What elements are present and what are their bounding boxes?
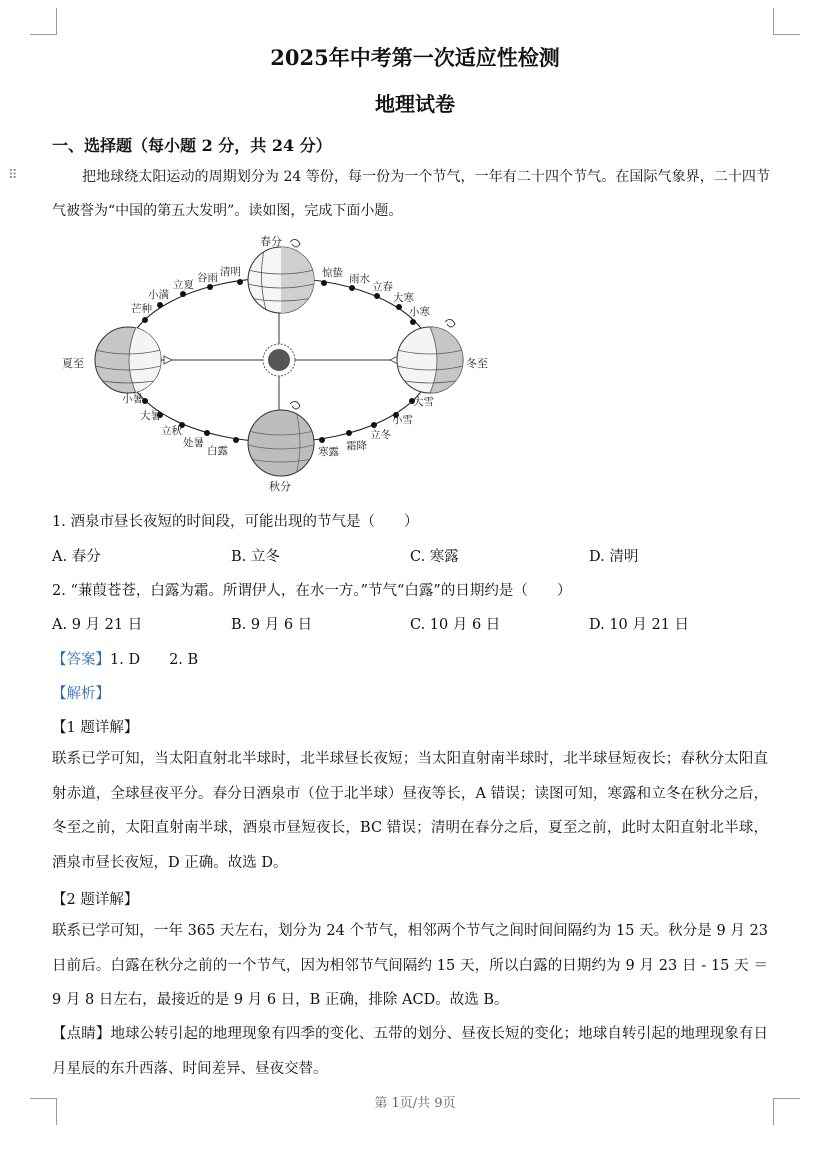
label-chushu: 处暑 [183, 437, 204, 449]
label-xiaohan: 小寒 [409, 306, 430, 318]
label-xiaoman: 小满 [148, 289, 169, 301]
analysis-tag: 【解析】 [52, 686, 110, 702]
label-lixia: 立夏 [173, 279, 194, 291]
q1-option-b[interactable]: B. 立冬 [231, 549, 280, 565]
q2-option-d[interactable]: D. 10 月 21 日 [589, 617, 690, 633]
tip-tag: 【点睛】 [52, 1026, 111, 1042]
label-xiaoshu: 小暑 [122, 393, 143, 405]
globe-spring [248, 239, 314, 313]
section-heading: 一、选择题（每小题 2 分，共 24 分） [52, 136, 332, 155]
globe-autumn [248, 401, 314, 476]
crop-mark-top-right [773, 8, 800, 35]
globe-summer [95, 327, 161, 393]
label-jingzhe: 惊蛰 [322, 267, 343, 279]
label-dashu: 大暑 [140, 410, 161, 422]
label-summer: 夏至 [62, 357, 84, 370]
q1-option-c[interactable]: C. 寒露 [410, 549, 459, 565]
answer-line [52, 648, 198, 669]
question-2-stem: 2. “蒹葭苍苍，白露为霜。所谓伊人，在水一方。”节气“白露”的日期约是（ ） [52, 583, 572, 599]
label-hanlu: 寒露 [318, 446, 339, 458]
solar-terms-diagram [52, 228, 502, 498]
q1-option-d[interactable]: D. 清明 [589, 549, 639, 565]
page-footer: 第 1页/共 9页 [374, 1096, 456, 1111]
label-daxue: 大雪 [413, 396, 434, 408]
label-autumn: 秋分 [269, 480, 291, 493]
answer-tag: 【答案】 [52, 652, 110, 668]
label-shuangjiang: 霜降 [346, 440, 367, 452]
tip-text: 地球公转引起的地理现象有四季的变化、五带的划分、昼夜长短的变化；地球自转引起的地理现象有日月星辰的东升西落、时间差异、昼夜交替。 [52, 1026, 769, 1077]
detail-2-tag: 【2 题详解】 [52, 892, 139, 908]
exam-title: 2025年中考第一次适应性检测 [270, 45, 560, 70]
label-mangzhong: 芒种 [131, 303, 152, 315]
q2-option-c[interactable]: C. 10 月 6 日 [410, 617, 501, 633]
detail-1-tag: 【1 题详解】 [52, 720, 139, 736]
q2-option-a[interactable]: A. 9 月 21 日 [52, 617, 143, 633]
label-lidong: 立冬 [370, 429, 391, 441]
sun-icon [263, 344, 295, 376]
label-qingming: 清明 [220, 266, 241, 278]
q1-option-a[interactable]: A. 春分 [52, 549, 101, 565]
intro-paragraph: 把地球绕太阳运动的周期划分为 24 等份，每一份为一个节气，一年有二十四个节气。在国际气象界，二十四节气被誉为“中国的第五大发明”。读如图，完成下面小题。 [52, 169, 770, 219]
label-lichun: 立春 [372, 281, 393, 293]
label-guyu: 谷雨 [197, 272, 218, 284]
detail-2-text: 联系已学可知，一年 365 天左右，划分为 24 个节气，相邻两个节气之间时间间隔约为 15 天。秋分是 9 月 23 日前后。白露在秋分之前的一个节气，因为相邻节气间隔约 15 天，所以白露的日期约为 9 月 23 日 - 15 天 ＝9 月 8 日左右，最接近的是 9 月 6 日，B 正确，排除 ACD。故选 B。 [52, 923, 768, 1008]
detail-1-text: 联系已学可知，当太阳直射北半球时，北半球昼长夜短；当太阳直射南半球时，北半球昼短夜长；春秋分太阳直射赤道，全球昼夜平分。春分日酒泉市（位于北半球）昼夜等长，A 错误；读图可知，寒露和立冬在秋分之后，冬至之前，太阳直射南半球，酒泉市昼短夜长，BC 错误；清明在春分之后，夏至之前，此时太阳直射北半球，酒泉市昼长夜短，D 正确。故选 D。 [52, 751, 768, 871]
question-1-stem: 1. 酒泉市昼长夜短的时间段，可能出现的节气是（ ） [52, 514, 419, 530]
label-spring: 春分 [260, 235, 282, 248]
label-winter: 冬至 [466, 357, 488, 370]
q2-option-b[interactable]: B. 9 月 6 日 [231, 617, 313, 633]
drag-handle-icon[interactable]: ⠿ [8, 168, 17, 183]
answer-text: 1. D 2. B [110, 652, 199, 668]
globe-winter [397, 319, 463, 393]
label-liqiu: 立秋 [161, 425, 182, 437]
label-bailu: 白露 [207, 445, 228, 457]
crop-mark-top-left [30, 8, 57, 35]
label-yushui: 雨水 [349, 273, 370, 285]
exam-subtitle: 地理试卷 [375, 92, 455, 116]
label-dahan: 大寒 [393, 292, 414, 304]
label-xiaoxue: 小雪 [392, 414, 413, 426]
tip-paragraph [52, 1017, 768, 1086]
